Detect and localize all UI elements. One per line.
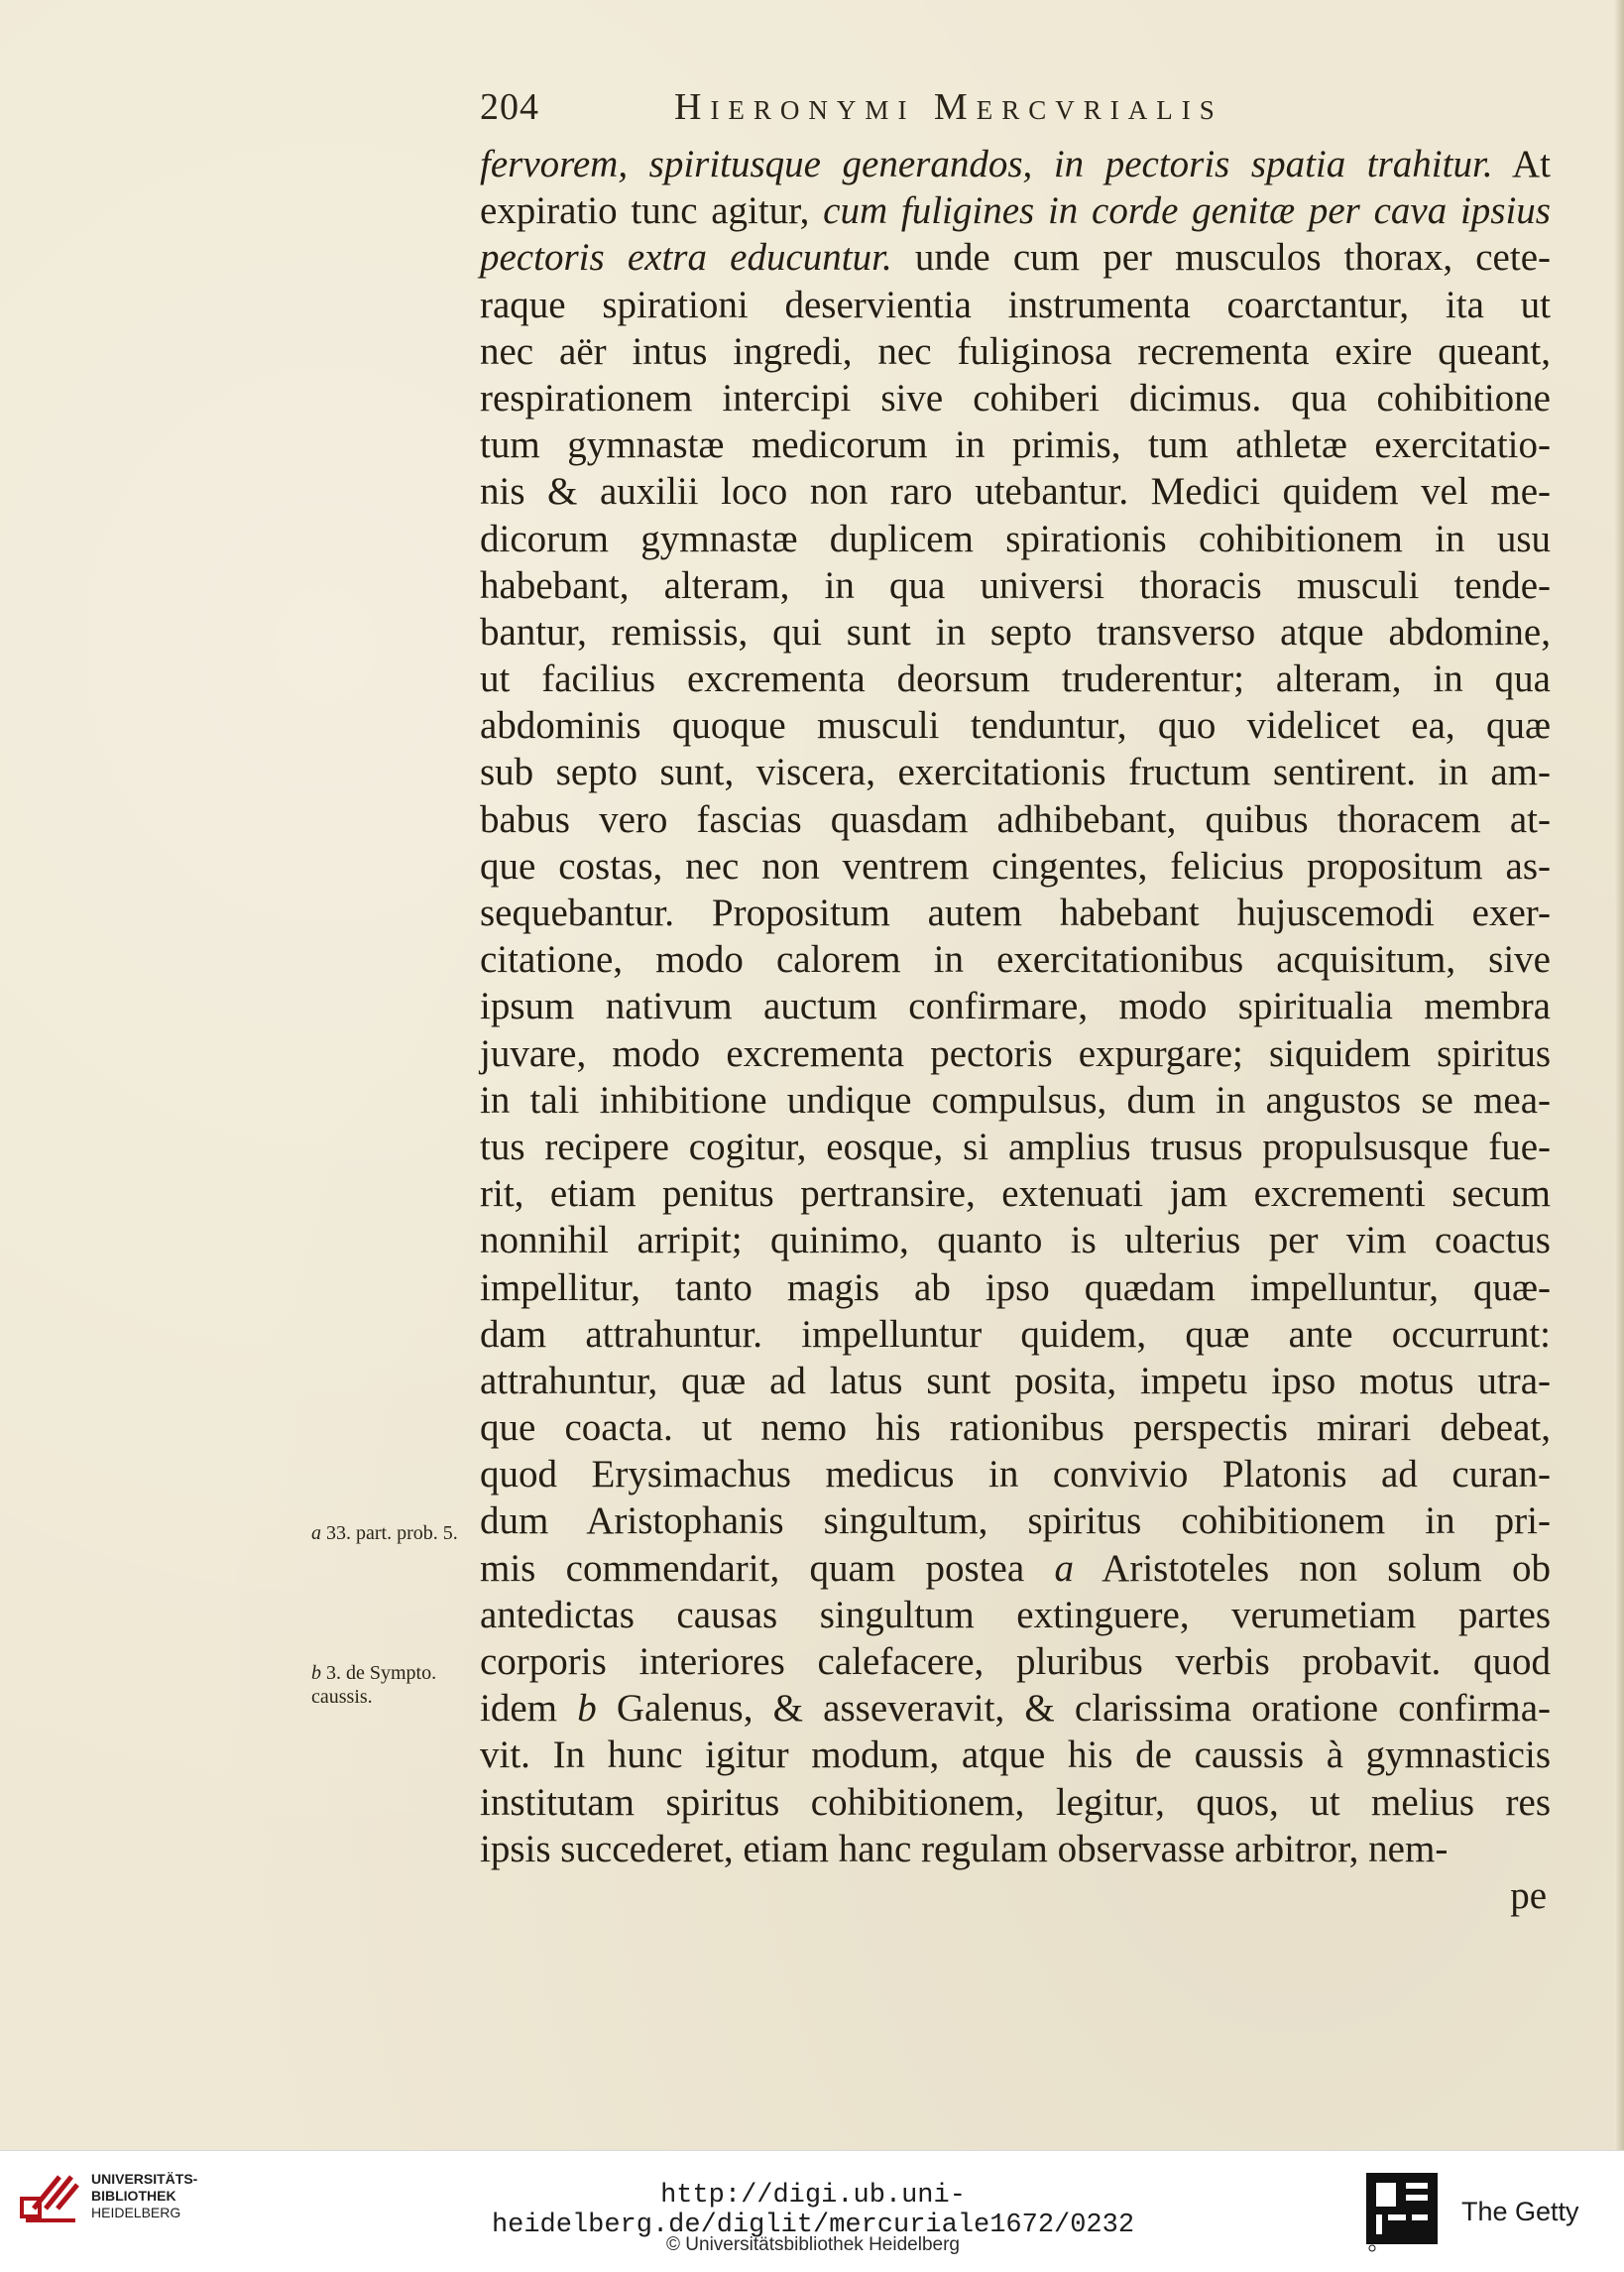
text-segment: que coacta. ut nemo his rationibus perspectis mirari debeat,	[480, 1406, 1551, 1450]
margin-note-text: 3. de Sympto. caussis.	[311, 1662, 437, 1708]
copyright-notice: © Universitätsbibliothek Heidelberg	[666, 2234, 960, 2255]
text-segment: dum Aristophanis singultum, spiritus cohibitionem in pri-	[480, 1499, 1551, 1543]
text-line	[480, 936, 1551, 983]
text-segment: sequebantur. Propositum autem habebant hujuscemodi exer-	[480, 892, 1551, 934]
text-segment: raque spirationi deservientia instrumenta coarctantur, ita ut	[480, 283, 1551, 326]
permalink-url[interactable]	[377, 2181, 1249, 2240]
text-segment: mis commendarit, quam postea	[480, 1546, 1055, 1590]
text-segment: tum gymnastæ medicorum in primis, tum athletæ exercitatio-	[480, 423, 1551, 467]
text-line	[480, 1030, 1551, 1077]
text-line	[480, 516, 1551, 562]
text-line	[480, 234, 1551, 281]
text-segment: b	[577, 1687, 597, 1731]
text-segment: antedictas causas singultum extinguere, verumetiam partes	[480, 1593, 1551, 1636]
text-line	[480, 1685, 1551, 1732]
text-segment: respirationem intercipi sive cohiberi dicimus. qua cohibitione	[480, 376, 1551, 419]
page-header	[480, 81, 1551, 141]
text-segment: attrahuntur, quæ ad latus sunt posita, impetu ipso motus utra-	[480, 1359, 1551, 1402]
text-segment: Galenus, & asseveravit, & clarissima oratione confirma-	[596, 1687, 1551, 1731]
text-line	[480, 1638, 1551, 1685]
text-segment: sub septo sunt, viscera, exercitationis fructum sentirent. in am-	[480, 751, 1551, 794]
text-segment: habebant, alteram, in qua universi thoracis musculi tende-	[480, 563, 1551, 607]
text-line	[480, 983, 1551, 1029]
text-segment: abdominis quoque musculi tenduntur, quo videlicet ea, quæ	[480, 704, 1551, 748]
viewer-footer	[0, 2150, 1624, 2272]
text-line	[480, 1217, 1551, 1263]
text-segment: quod Erysimachus medicus in convivio Platonis ad curan-	[480, 1453, 1551, 1496]
text-segment: ut facilius excrementa deorsum truderentur; alteram, in qua	[480, 658, 1551, 701]
text-line	[480, 1779, 1551, 1826]
text-line	[480, 1451, 1551, 1497]
text-line	[480, 1545, 1551, 1592]
text-segment: nec aër intus ingredi, nec fuliginosa recrementa exire queant,	[480, 329, 1551, 373]
text-line	[480, 1264, 1551, 1311]
text-segment: impellitur, tanto magis ab ipso quædam impelluntur, quæ-	[480, 1265, 1551, 1309]
text-segment: vit. In hunc igitur modum, atque his de caussis à gymnasticis	[480, 1734, 1551, 1777]
text-line	[480, 282, 1551, 328]
text-segment: cum fuligines in corde genitæ per cava ipsius	[823, 189, 1551, 233]
university-library-logo-icon	[20, 2169, 81, 2230]
text-line	[480, 890, 1551, 936]
text-segment: dicorum gymnastæ duplicem spirationis cohibitionem in usu	[480, 517, 1551, 560]
text-line	[480, 468, 1551, 515]
text-line	[480, 1077, 1551, 1124]
text-line	[480, 1170, 1551, 1217]
text-line	[480, 141, 1551, 187]
text-segment: pectoris extra educuntur.	[480, 236, 892, 280]
text-line	[480, 421, 1551, 468]
text-line	[480, 796, 1551, 843]
text-segment: babus vero fascias quasdam adhibebant, quibus thoracem at-	[480, 797, 1551, 841]
text-segment: bantur, remissis, qui sunt in septo transverso atque abdomine,	[480, 610, 1551, 654]
library-name-line: UNIVERSITÄTS-	[91, 2171, 198, 2187]
margin-note-a	[311, 1521, 460, 1545]
text-segment: que costas, nec non ventrem cingentes, felicius propositum as-	[480, 844, 1551, 888]
library-name-line: BIBLIOTHEK	[91, 2188, 176, 2204]
text-segment: institutam spiritus cohibitionem, legitur, quos, ut melius res	[480, 1780, 1551, 1824]
text-line	[480, 656, 1551, 702]
text-segment: idem	[480, 1687, 578, 1731]
text-segment: unde cum per musculos thorax, cete-	[891, 236, 1551, 280]
text-segment: juvare, modo excrementa pectoris expurgare; siquidem spiritus	[480, 1031, 1551, 1075]
margin-note-mark: b	[311, 1662, 321, 1684]
text-segment: At	[1492, 143, 1551, 185]
partner-name: The Getty	[1461, 2197, 1579, 2226]
page-edge-shadow	[1614, 0, 1624, 2150]
text-segment: nis & auxilii loco non raro utebantur. Medici quidem vel me-	[480, 470, 1551, 514]
text-line	[480, 1826, 1551, 1872]
text-line	[480, 749, 1551, 795]
text-segment: nonnihil arripit; quinimo, quanto is ulterius per vim coactus	[480, 1219, 1551, 1262]
text-segment: tus recipere cogitur, eosque, si amplius trusus propulsusque fue-	[480, 1125, 1551, 1168]
text-line	[480, 187, 1551, 234]
text-line	[480, 1311, 1551, 1358]
text-line	[480, 1124, 1551, 1170]
catchword: pe	[1510, 1873, 1547, 1917]
text-line	[480, 1358, 1551, 1404]
page-number: 204	[480, 86, 539, 128]
running-title: Hieronymi Mercvrialis	[674, 86, 1223, 128]
text-segment: a	[1054, 1546, 1074, 1590]
text-body	[480, 141, 1551, 1919]
text-line	[480, 843, 1551, 890]
text-segment: dam attrahuntur. impelluntur quidem, quæ ante occurrunt:	[480, 1312, 1551, 1356]
text-segment: Aristoteles non solum ob	[1073, 1546, 1551, 1590]
text-line	[480, 702, 1551, 749]
margin-note-b	[311, 1661, 460, 1709]
text-segment: citatione, modo calorem in exercitationibus acquisitum, sive	[480, 938, 1551, 982]
library-name-line: HEIDELBERG	[91, 2205, 181, 2220]
text-segment: corporis interiores calefacere, pluribus verbis probavit. quod	[480, 1640, 1551, 1683]
text-line	[480, 1732, 1551, 1778]
text-segment: fervorem, spiritusque generandos, in pectoris spatia trahitur.	[480, 143, 1493, 185]
margin-note-text: 33. part. prob. 5.	[326, 1522, 458, 1544]
text-segment: in tali inhibitione undique compulsus, dum in angustos se mea-	[480, 1078, 1551, 1122]
text-line	[480, 562, 1551, 609]
university-library-name	[91, 2171, 197, 2221]
margin-note-mark: a	[311, 1522, 321, 1544]
text-segment: ipsum nativum auctum confirmare, modo spiritualia membra	[480, 985, 1551, 1028]
text-line	[480, 1404, 1551, 1451]
text-line	[480, 375, 1551, 421]
text-segment: rit, etiam penitus pertransire, extenuati jam excrementi secum	[480, 1172, 1551, 1216]
text-segment: ipsis succederet, etiam hanc regulam observasse arbitror, nem-	[480, 1827, 1449, 1870]
text-segment: expiratio tunc agitur,	[480, 189, 824, 233]
text-line	[480, 609, 1551, 656]
text-line	[480, 328, 1551, 375]
permalink-link[interactable]: http://digi.ub.uni-heidelberg.de/diglit/mercuriale1672/0232	[491, 2181, 1135, 2240]
text-line	[480, 1497, 1551, 1544]
text-line	[480, 1592, 1551, 1638]
getty-logo-icon	[1366, 2173, 1438, 2252]
